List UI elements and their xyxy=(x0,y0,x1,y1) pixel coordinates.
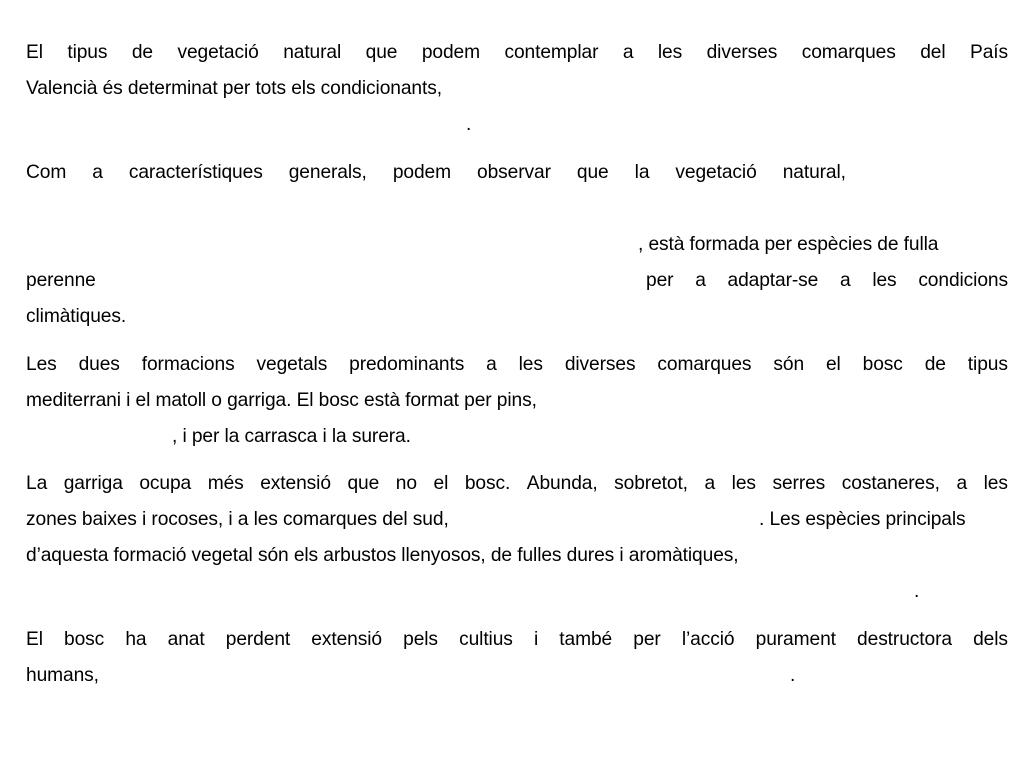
word: Com xyxy=(26,162,67,183)
paragraph-3-line-3: , i per la carrasca i la surera. xyxy=(172,426,411,447)
word: sobretot, xyxy=(614,473,688,494)
paragraph-2-line-1 xyxy=(26,156,846,190)
word: que xyxy=(347,473,380,494)
word: comarques xyxy=(801,42,896,63)
word: contemplar xyxy=(504,42,599,63)
word: vegetals xyxy=(256,354,328,375)
word: per xyxy=(646,270,674,291)
word: que xyxy=(576,162,609,183)
word: Les xyxy=(26,354,57,375)
word: tipus xyxy=(967,354,1008,375)
word: natural xyxy=(283,42,342,63)
word: País xyxy=(970,42,1008,63)
word: anat xyxy=(167,629,205,650)
word: bosc. xyxy=(464,473,511,494)
paragraph-3-line-1 xyxy=(26,348,1008,382)
word: predominants xyxy=(349,354,465,375)
word: tipus xyxy=(67,42,108,63)
paragraph-5-line-2-start: humans, xyxy=(26,665,99,686)
word: El xyxy=(26,629,43,650)
word: extensió xyxy=(311,629,382,650)
word: per xyxy=(633,629,661,650)
word: a xyxy=(704,473,716,494)
word: diverses xyxy=(706,42,778,63)
word: bosc xyxy=(64,629,105,650)
word: no xyxy=(395,473,417,494)
word: dels xyxy=(973,629,1008,650)
word: comarques xyxy=(657,354,752,375)
word: podem xyxy=(421,42,480,63)
paragraph-4-line-1 xyxy=(26,467,1008,501)
word: observar xyxy=(477,162,551,183)
paragraph-2-line-2: , està formada per espècies de fulla xyxy=(638,234,939,255)
word: garriga xyxy=(63,473,123,494)
word: purament xyxy=(755,629,836,650)
word: a xyxy=(92,162,103,183)
word: dues xyxy=(78,354,120,375)
word: la xyxy=(634,162,650,183)
paragraph-4-line-2-end: . Les espècies principals xyxy=(759,509,966,530)
word: el xyxy=(433,473,449,494)
word: també xyxy=(559,629,613,650)
word: Abunda, xyxy=(526,473,598,494)
paragraph-4-line-3: d’aquesta formació vegetal són els arbustos llenyosos, de fulles dures i aromàtiques, xyxy=(26,545,739,566)
word: bosc xyxy=(862,354,903,375)
paragraph-2-line-3-end xyxy=(646,264,1008,298)
word: les xyxy=(731,473,756,494)
word: podem xyxy=(392,162,451,183)
paragraph-1-line-2: Valencià és determinat per tots els condicionants, xyxy=(26,78,442,99)
word: del xyxy=(920,42,946,63)
paragraph-2-line-4: climàtiques. xyxy=(26,306,127,327)
word: pels xyxy=(403,629,438,650)
word: ocupa xyxy=(139,473,192,494)
word: condicions xyxy=(918,270,1008,291)
word: a xyxy=(956,473,968,494)
word: més xyxy=(207,473,244,494)
word: que xyxy=(365,42,398,63)
word: característiques xyxy=(128,162,263,183)
word: generals, xyxy=(288,162,367,183)
word: natural, xyxy=(782,162,846,183)
paragraph-1-end-dot: . xyxy=(466,114,472,135)
paragraph-4-end-dot: . xyxy=(914,581,920,602)
word: vegetació xyxy=(675,162,757,183)
word: extensió xyxy=(260,473,331,494)
word: a xyxy=(695,270,706,291)
word: El xyxy=(26,42,43,63)
word: a xyxy=(840,270,851,291)
word: les xyxy=(518,354,543,375)
word: i xyxy=(533,629,539,650)
word: les xyxy=(872,270,897,291)
word: vegetació xyxy=(177,42,259,63)
word: cultius xyxy=(459,629,513,650)
paragraph-4-line-2-start: zones baixes i rocoses, i a les comarques del sud, xyxy=(26,509,449,530)
word: La xyxy=(26,473,48,494)
word: destructora xyxy=(857,629,952,650)
word: l’acció xyxy=(681,629,735,650)
word: adaptar-se xyxy=(727,270,819,291)
word: serres xyxy=(772,473,826,494)
word: són xyxy=(773,354,805,375)
word: les xyxy=(983,473,1008,494)
word: el xyxy=(825,354,841,375)
paragraph-1-line-1 xyxy=(26,36,1008,70)
word: les xyxy=(657,42,683,63)
paragraph-2-line-3-start: perenne xyxy=(26,270,96,291)
word: de xyxy=(924,354,946,375)
word: costaneres, xyxy=(841,473,940,494)
paragraph-2-line-1-words xyxy=(26,156,846,190)
paragraph-3-line-2: mediterrani i el matoll o garriga. El bosc està format per pins, xyxy=(26,390,537,411)
word: de xyxy=(131,42,153,63)
word: diverses xyxy=(564,354,636,375)
word: a xyxy=(486,354,497,375)
word: ha xyxy=(125,629,147,650)
word: perdent xyxy=(225,629,291,650)
word: formacions xyxy=(141,354,235,375)
word: a xyxy=(622,42,634,63)
paragraph-5-line-1 xyxy=(26,623,1008,657)
paragraph-5-end-dot: . xyxy=(790,665,796,686)
